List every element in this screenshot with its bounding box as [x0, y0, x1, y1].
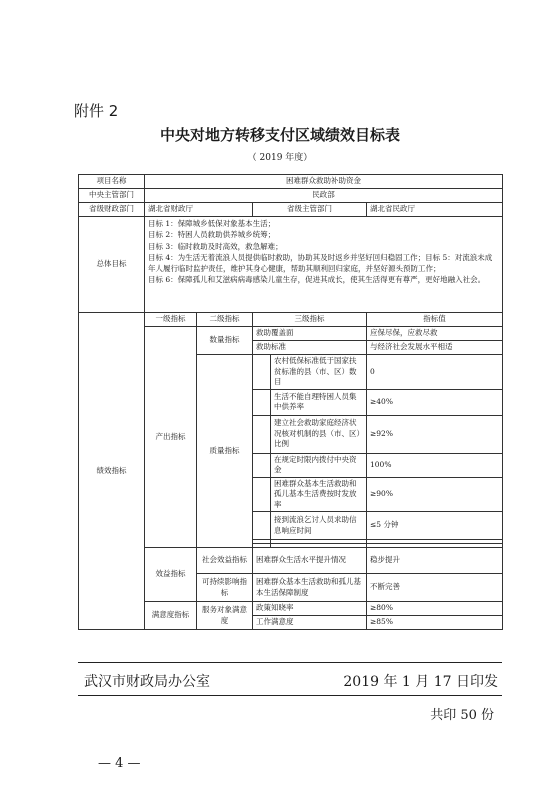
indicator-value: 稳步提升: [367, 548, 503, 574]
issuing-office: 武汉市财政局办公室: [84, 674, 210, 690]
issue-date: 2019 年 1 月 17 日印发: [343, 674, 498, 690]
indicator-name: 政策知晓率: [253, 602, 367, 616]
quality-label: 质量指标: [197, 355, 253, 548]
indicator-value: 100%: [367, 453, 503, 477]
service-label: 服务对象满意度: [197, 602, 253, 630]
indicator-value: ≥92%: [367, 415, 503, 453]
social-label: 社会效益指标: [197, 548, 253, 574]
indicator-name: 农村低保标准低于国家扶贫标准的县（市、区）数目: [271, 355, 367, 390]
output-label: 产出指标: [145, 327, 197, 548]
effect-label: 效益指标: [145, 548, 197, 602]
header-level3: 三级指标: [253, 313, 367, 327]
indicator-value: ≤5 分钟: [367, 512, 503, 540]
header-value: 指标值: [367, 313, 503, 327]
spacer-cell: [253, 453, 271, 477]
central-dept: 民政部: [145, 189, 503, 203]
header-level1: 一级指标: [145, 313, 197, 327]
goal-item: 目标 2：特困人员救助供养城乡统筹；: [148, 230, 276, 240]
indicator-name: 接到流浪乞讨人员求助信息响应时间: [271, 512, 367, 540]
header-level2: 二级指标: [197, 313, 253, 327]
indicator-name: 在规定时限内拨付中央资金: [271, 453, 367, 477]
spacer-cell: [253, 477, 271, 512]
indicator-value: 0: [367, 355, 503, 390]
local-finance: 湖北省财政厅: [145, 203, 253, 217]
project-name-label: 项目名称: [79, 175, 145, 189]
issuance-footer: [78, 662, 502, 696]
perf-label: 绩效指标: [79, 313, 145, 630]
indicator-value: 应保尽保，应救尽救: [367, 327, 503, 341]
goal-item: 目标 4：为生活无着流浪人员提供临时救助，协助其及时返乡并坚好回归稳固工作；目标 5：对流浪未成年人履行临时监护责任，维护其身心健康，帮助其顺利回归家庭，并坚好源头预防工作；: [148, 252, 493, 273]
indicator-name: 困难群众基本生活救助和孤儿基本生活保障制度: [253, 574, 367, 602]
satisfaction-label: 满意度指标: [145, 602, 197, 630]
prov-dept: 湖北省民政厅: [367, 203, 503, 217]
table-row: [79, 175, 503, 189]
indicator-name: 工作满意度: [253, 616, 367, 630]
indicator-value: ≥80%: [367, 602, 503, 616]
indicator-name: 救助覆盖面: [253, 327, 367, 341]
spacer-cell: [253, 512, 271, 540]
indicator-value: 与经济社会发展水平相适: [367, 341, 503, 355]
sustain-label: 可持续影响指标: [197, 574, 253, 602]
indicator-value: ≥90%: [367, 477, 503, 512]
page-number: — 4 —: [98, 756, 141, 771]
table-row: [79, 189, 503, 203]
indicator-value: ≥85%: [367, 616, 503, 630]
attachment-label: 附件 2: [74, 102, 119, 120]
year-line: （ 2019 年度）: [247, 153, 313, 163]
goal-item: 目标 6：保障孤儿和艾滋病病毒感染儿童生存，促进其成长，使其生活得更有尊严，更好地融入社会。: [148, 275, 486, 285]
local-finance-label: 省级财政部门: [79, 203, 145, 217]
document-title: 中央对地方转移支付区域绩效目标表: [159, 126, 400, 144]
table-row: [79, 203, 503, 217]
indicator-name: 救助标准: [253, 341, 367, 355]
copies-count: 共印 50 份: [430, 708, 494, 723]
indicator-name: 困难群众基本生活救助和孤儿基本生活费按时发放率: [271, 477, 367, 512]
indicator-value: 不断完善: [367, 574, 503, 602]
goal-item: 目标 1：保障城乡低保对象基本生活；: [148, 219, 276, 228]
goals-label: 总体目标: [79, 217, 145, 313]
spacer-cell: [253, 415, 271, 453]
goals-text: [145, 217, 503, 313]
project-name: 困难群众救助补助资金: [145, 175, 503, 189]
indicator-name: 生活不能自理特困人员集中供养率: [271, 389, 367, 415]
indicator-value: ≥40%: [367, 389, 503, 415]
table-row: [79, 217, 503, 313]
spacer-cell: [253, 355, 271, 390]
table-header-row: [79, 313, 503, 327]
goal-item: 目标 3：临时救助及时高效，救急解难；: [148, 241, 283, 251]
performance-target-table: [78, 174, 503, 630]
indicator-name: 建立社会救助家庭经济状况核对机制的县（市、区）比例: [271, 415, 367, 453]
indicator-name: 困难群众生活水平提升情况: [253, 548, 367, 574]
quantity-label: 数量指标: [197, 327, 253, 355]
central-dept-label: 中央主管部门: [79, 189, 145, 203]
spacer-cell: [253, 389, 271, 415]
prov-dept-label: 省级主管部门: [253, 203, 367, 217]
